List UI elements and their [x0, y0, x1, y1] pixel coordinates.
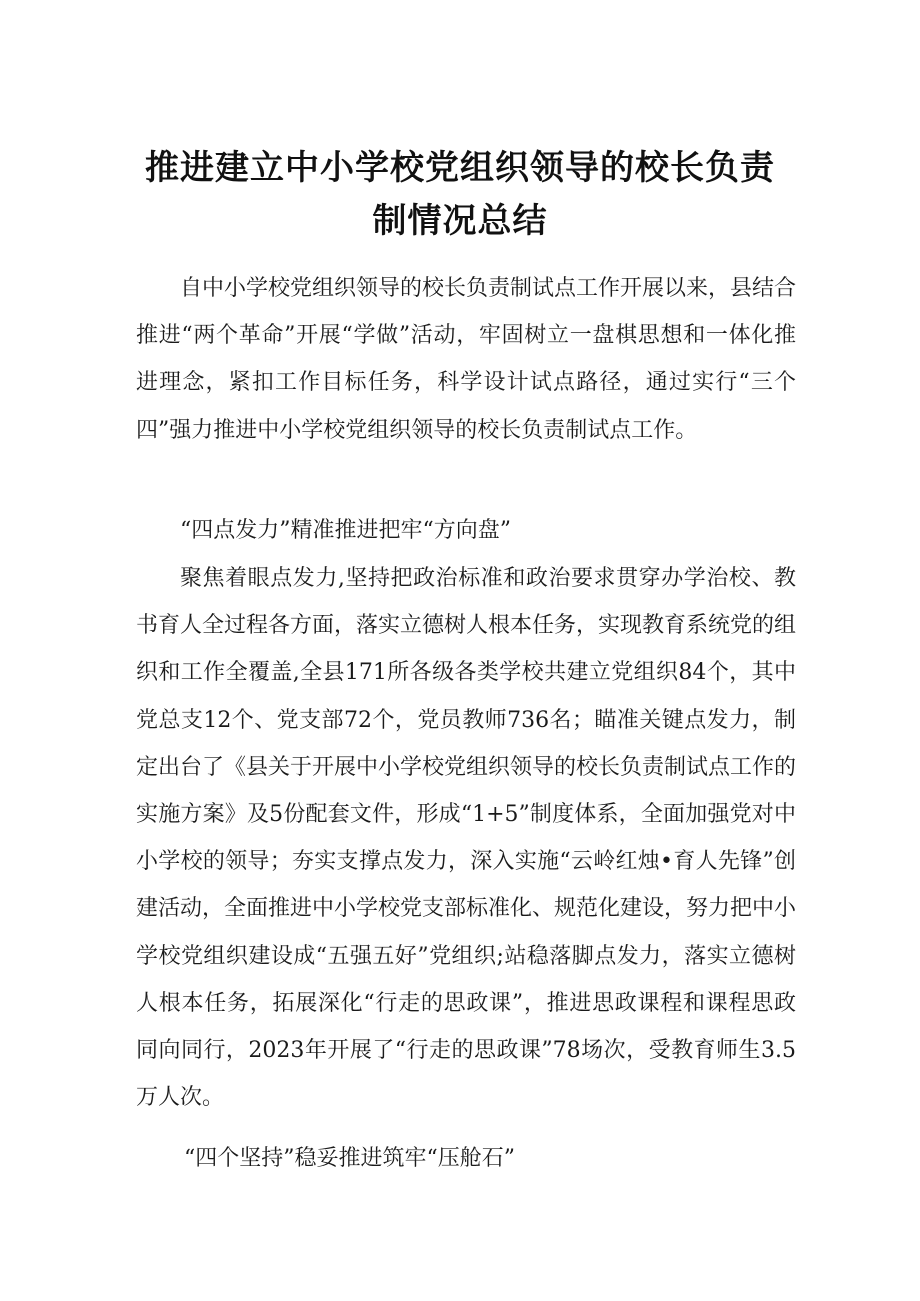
intro-paragraph: 自中小学校党组织领导的校长负责制试点工作开展以来，县结合推进“两个革命”开展“学做”活动，牢固树立一盘棋思想和一体化推进理念，紧扣工作目标任务，科学设计试点路径，通过实行“三个四”强力推进中小学校党组织领导的校长负责制试点工作。: [136, 276, 797, 443]
four-points-paragraph: 聚焦着眼点发力,坚持把政治标准和政治要求贯穿办学治校、教书育人全过程各方面，落实立德树人根本任务，实现教育系统党的组织和工作全覆盖,全县171所各级各类学校共建立党组织84个，其中党总支12个、党支部72个，党员教师736名；瞄准关键点发力，制定出台了《县关于开展中小学校党组织领导的校长负责制试点工作的实施方案》及5份配套文件，形成“1+5”制度体系，全面加强党对中小学校的领导；夯实支撑点发力，深入实施“云岭红烛•育人先锋”创建活动，全面推进中小学校党支部标准化、规范化建设，努力把中小学校党组织建设成“五强五好”党组织;站稳落脚点发力，落实立德树人根本任务，拓展深化“行走的思政课”，推进思政课程和课程思政同向同行，2023年开展了“行走的思政课”78场次，受教育师生3.5万人次。: [136, 566, 797, 1111]
section-heading-four-persist: “四个坚持”稳妥推进筑牢“压舱石”: [184, 1146, 515, 1171]
section-heading-four-points: “四点发力”精准推进把牢“方向盘”: [180, 518, 511, 543]
document-title-line-2: 制情况总结: [372, 201, 548, 241]
document-title-line-1: 推进建立中小学校党组织领导的校长负责: [145, 148, 775, 188]
